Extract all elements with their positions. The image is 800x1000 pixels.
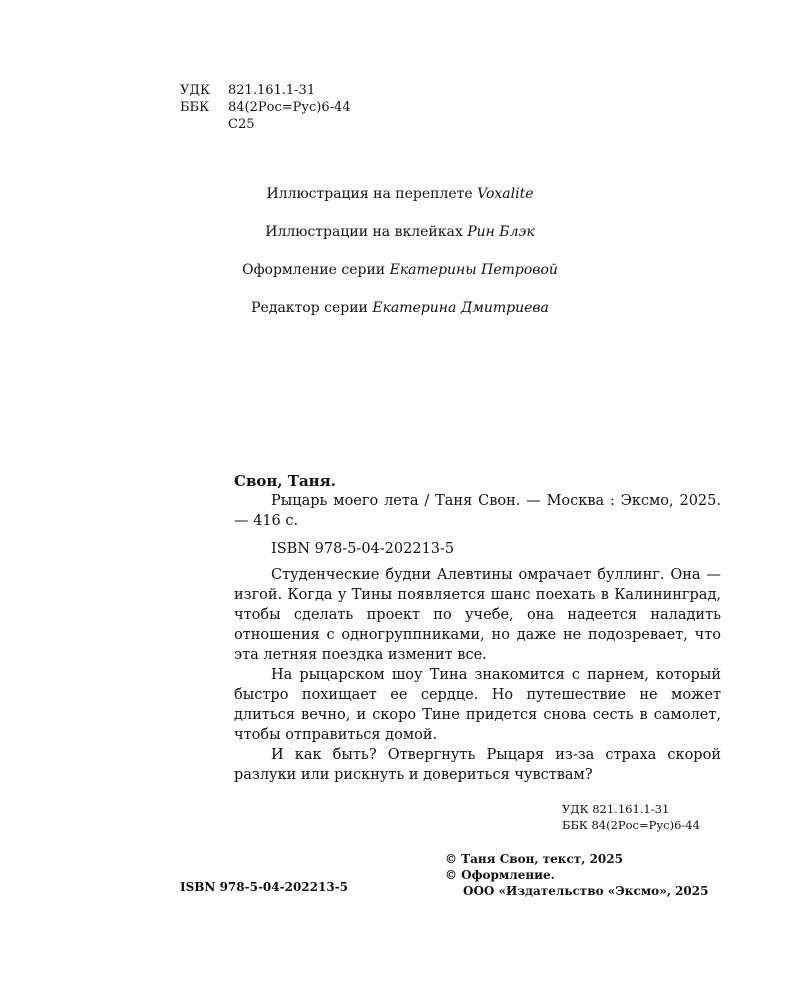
- credit-name: Екатерины Петровой: [389, 262, 558, 278]
- credit-line: [0, 222, 800, 260]
- credit-role: Иллюстрации на вклейках: [265, 224, 463, 240]
- isbn: ISBN 978-5-04-202213-5: [271, 541, 455, 557]
- udk-row: [180, 82, 351, 99]
- credits-block: [0, 184, 800, 336]
- author-sign-row: [180, 116, 351, 133]
- copyright-text: © Таня Свон, текст, 2025: [445, 852, 623, 866]
- credit-line: [0, 184, 800, 222]
- author-sign: С25: [228, 117, 255, 132]
- credit-role: Иллюстрация на переплете: [266, 186, 473, 202]
- copyright-block: [445, 851, 708, 899]
- annotation-paragraph: Студенческие будни Алевтины омрачает буллинг. Она — изгой. Когда у Тины появляется шанс поехать в Калининград, чтобы сделать проект по учебе, она надеется наладить отношения с одногруппниками, но даже не подозревает, что эта летняя поездка изменит все.: [234, 567, 721, 663]
- footer-isbn: ISBN 978-5-04-202213-5: [180, 880, 349, 894]
- author-heading: Свон, Таня.: [234, 472, 336, 490]
- credit-role: Оформление серии: [242, 262, 386, 278]
- udk-label: УДК: [180, 83, 211, 98]
- credit-name: Екатерина Дмитриева: [372, 300, 549, 316]
- copyright-publisher: ООО «Издательство «Эксмо», 2025: [463, 884, 709, 898]
- annotation: [234, 565, 721, 785]
- annotation-paragraph: На рыцарском шоу Тина знакомится с парнем, который быстро похищает ее сердце. Но путешествие не может длиться вечно, и скоро Тине придется снова сесть в самолет, чтобы отправиться домой.: [234, 667, 721, 743]
- bibliographic-entry: Рыцарь моего лета / Таня Свон. — Москва : Эксмо, 2025. — 416 с.: [234, 493, 721, 529]
- credit-role: Редактор серии: [251, 300, 368, 316]
- copyright-design: © Оформление.: [445, 868, 555, 882]
- bibliographic-record: [234, 471, 721, 833]
- credit-line: [0, 260, 800, 298]
- udk-value: 821.161.1-31: [228, 83, 316, 98]
- bbk-row: [180, 99, 351, 116]
- classification-codes: [180, 82, 351, 133]
- credit-name: Voxalite: [477, 186, 534, 202]
- annotation-paragraph: И как быть? Отвергнуть Рыцаря из-за страха скорой разлуки или рискнуть и довериться чувствам?: [234, 747, 721, 783]
- credit-name: Рин Блэк: [467, 224, 535, 240]
- small-classification-codes: [562, 801, 721, 833]
- bbk-label: ББК: [180, 100, 210, 115]
- credit-line: [0, 298, 800, 336]
- bbk-value: 84(2Рос=Рус)6-44: [228, 100, 351, 115]
- bbk-small: ББК 84(2Рос=Рус)6-44: [562, 818, 700, 832]
- udk-small: УДК 821.161.1-31: [562, 802, 670, 816]
